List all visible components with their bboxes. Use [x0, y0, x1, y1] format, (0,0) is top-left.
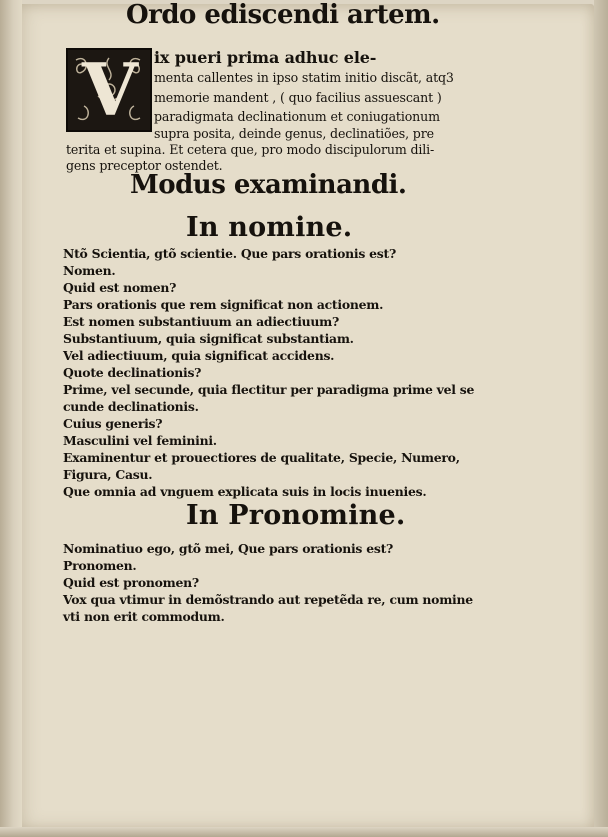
text-line: Figura, Casu.: [63, 467, 153, 482]
page-bottom-edge: [0, 827, 608, 837]
text-line: Examinentur et prouectiores de qualitate, Specie, Numero,: [63, 450, 460, 465]
text-line: Masculini vel feminini.: [63, 433, 217, 448]
subheading: Modus examinandi.: [130, 170, 407, 200]
text-line: Nominatiuo ego, gtõ mei, Que pars orationis est?: [63, 541, 394, 556]
page-heading: Ordo ediscendi artem.: [126, 0, 440, 30]
intro-line-4: paradigmata declinationum et coniugationum: [154, 109, 440, 124]
text-line: Substantiuum, quia significat substantiam.: [63, 331, 354, 346]
text-line: Vel adiectiuum, quia significat accidens.: [63, 348, 335, 363]
text-line: Quote declinationis?: [63, 365, 202, 380]
section-title-nomine: In nomine.: [186, 212, 353, 243]
section-title-pronomine: In Pronomine.: [186, 500, 406, 531]
intro-line-3: memorie mandent , ( quo facilius assuescant ): [154, 90, 442, 105]
text-line: cunde declinationis.: [63, 399, 199, 414]
text-line: Quid est pronomen?: [63, 575, 199, 590]
decorated-initial: [66, 48, 152, 132]
text-line: Pronomen.: [63, 558, 137, 573]
text-line: Est nomen substantiuum an adiectiuum?: [63, 314, 340, 329]
text-line: Pars orationis que rem significat non actionem.: [63, 297, 384, 312]
text-line: Ntõ Scientia, gtõ scientie. Que pars orationis est?: [63, 246, 396, 261]
text-line: Prime, vel secunde, quia flectitur per paradigma prime vel se: [63, 382, 475, 397]
page-edge: [594, 0, 608, 837]
text-line: Que omnia ad vnguem explicata suis in locis inuenies.: [63, 484, 427, 499]
text-line: Quid est nomen?: [63, 280, 177, 295]
page-gutter: [0, 0, 22, 837]
text-line: vti non erit commodum.: [63, 609, 225, 624]
intro-line-2: menta callentes in ipso statim initio discãt, atq3: [154, 70, 454, 85]
text-line: Vox qua vtimur in demõstrando aut repetẽda re, cum nomine: [63, 592, 473, 607]
initial-letter: V: [82, 47, 138, 132]
intro-line-6: terita et supina. Et cetera que, pro modo discipulorum dili-: [66, 142, 435, 157]
intro-line-1: ix pueri prima adhuc ele-: [154, 48, 377, 67]
text-line: Cuius generis?: [63, 416, 163, 431]
intro-line-5: supra posita, deinde genus, declinatiões, pre: [154, 126, 434, 141]
intro-line-7: gens preceptor ostendet.: [66, 158, 223, 173]
text-line: Nomen.: [63, 263, 116, 278]
